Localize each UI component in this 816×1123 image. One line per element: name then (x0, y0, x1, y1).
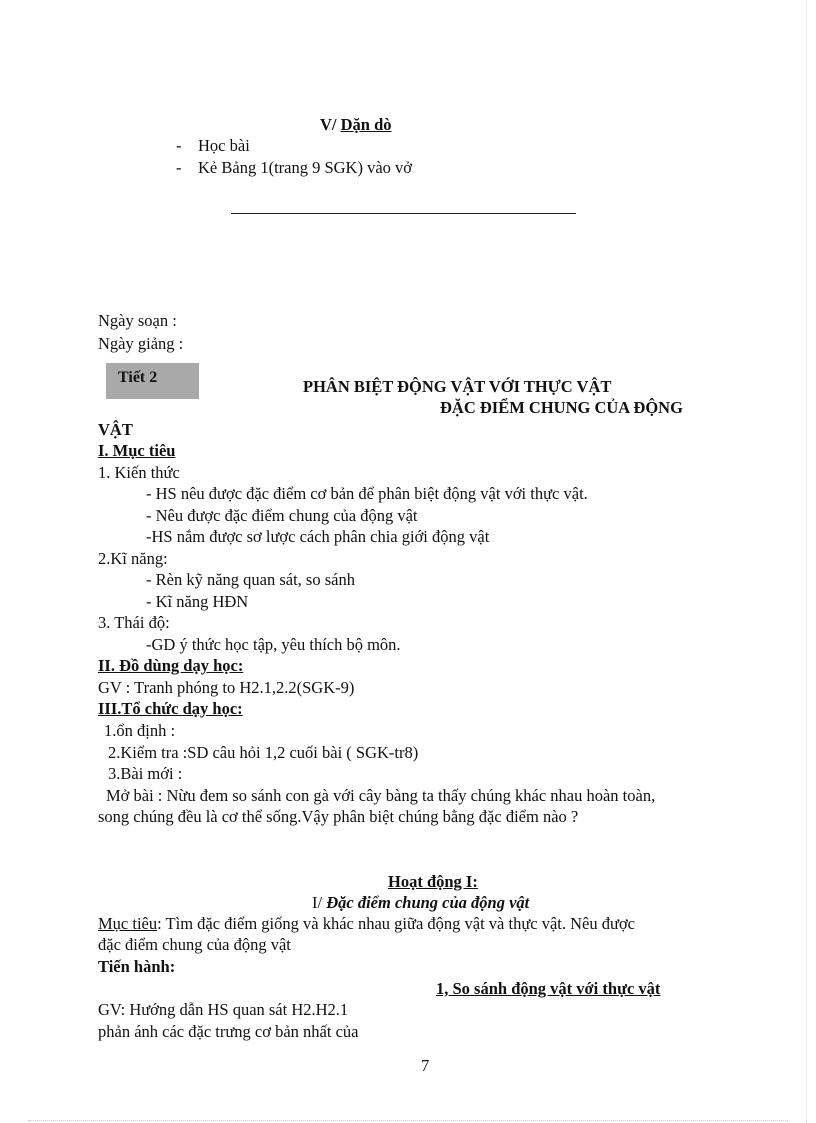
goal-label: Mục tiêu (98, 914, 158, 933)
homework-heading-title: Dặn dò (340, 115, 392, 134)
process-label: Tiến hành: (98, 957, 176, 976)
page-bottom-edge (28, 1120, 788, 1121)
homework-item: - Học bài (176, 136, 250, 155)
procedure-step: 2.Kiểm tra :SD câu hỏi 1,2 cuối bài ( SGK-tr8) (108, 743, 419, 762)
homework-heading (320, 115, 392, 135)
skills-item: - Kĩ năng HĐN (146, 592, 249, 611)
lesson-title-line1: PHÂN BIỆT ĐỘNG VẬT VỚI THỰC VẬT (303, 377, 612, 396)
materials-heading: II. Đồ dùng dạy học: (98, 656, 244, 675)
attitude-item: -GD ý thức học tập, yêu thích bộ môn. (146, 635, 401, 654)
page-number: 7 (421, 1056, 430, 1075)
activity-heading: Hoạt động I: (388, 872, 478, 891)
page-right-edge (806, 0, 807, 1123)
date-taught: Ngày giảng : (98, 334, 184, 353)
materials-text: GV : Tranh phóng to H2.1,2.2(SGK-9) (98, 678, 355, 697)
attitude-heading: 3. Thái độ: (98, 613, 170, 632)
section-divider (231, 213, 576, 214)
procedure-heading: III.Tổ chức dạy học: (98, 699, 243, 718)
homework-heading-prefix: V/ (320, 115, 341, 134)
gv-line: phản ánh các đặc trưng cơ bản nhất của (98, 1022, 359, 1041)
activity-goal: Mục tiêu: Tìm đặc điểm giống và khác nhau giữa động vật và thực vật. Nêu được (98, 914, 635, 933)
procedure-step: 1.ổn định : (104, 721, 176, 740)
lesson-number-box (106, 363, 199, 399)
intro-line: song chúng đều là cơ thể sống.Vậy phân biệt chúng bằng đặc điểm nào ? (98, 807, 579, 826)
activity-subtitle: I/ Đặc điểm chung của động vật (312, 893, 530, 912)
section-title: 1, So sánh động vật với thực vật (436, 979, 661, 998)
activity-goal-cont: đặc điểm chung của động vật (98, 935, 291, 954)
skills-heading: 2.Kĩ năng: (98, 549, 168, 568)
gv-line: GV: Hướng dẫn HS quan sát H2.H2.1 (98, 1000, 349, 1019)
knowledge-item: - HS nêu được đặc điểm cơ bản để phân biệt động vật với thực vật. (146, 484, 588, 503)
procedure-step: 3.Bài mới : (108, 764, 183, 783)
lesson-title-line2: ĐẶC ĐIỂM CHUNG CỦA ĐỘNG (440, 398, 683, 417)
intro-line: Mở bài : Nừu đem so sánh con gà với cây bàng ta thấy chúng khác nhau hoàn toàn, (106, 786, 656, 805)
knowledge-heading: 1. Kiến thức (98, 463, 180, 482)
knowledge-item: - Nêu được đặc điểm chung của động vật (146, 506, 418, 525)
lesson-title-line3: VẬT (98, 420, 133, 439)
homework-item: - Kẻ Bảng 1(trang 9 SGK) vào vở (176, 158, 413, 177)
skills-item: - Rèn kỹ năng quan sát, so sánh (146, 570, 355, 589)
date-prepared: Ngày soạn : (98, 311, 177, 330)
objectives-heading: I. Mục tiêu (98, 441, 176, 460)
lesson-number: Tiết 2 (118, 369, 158, 386)
knowledge-item: -HS nắm được sơ lược cách phân chia giới động vật (146, 527, 490, 546)
